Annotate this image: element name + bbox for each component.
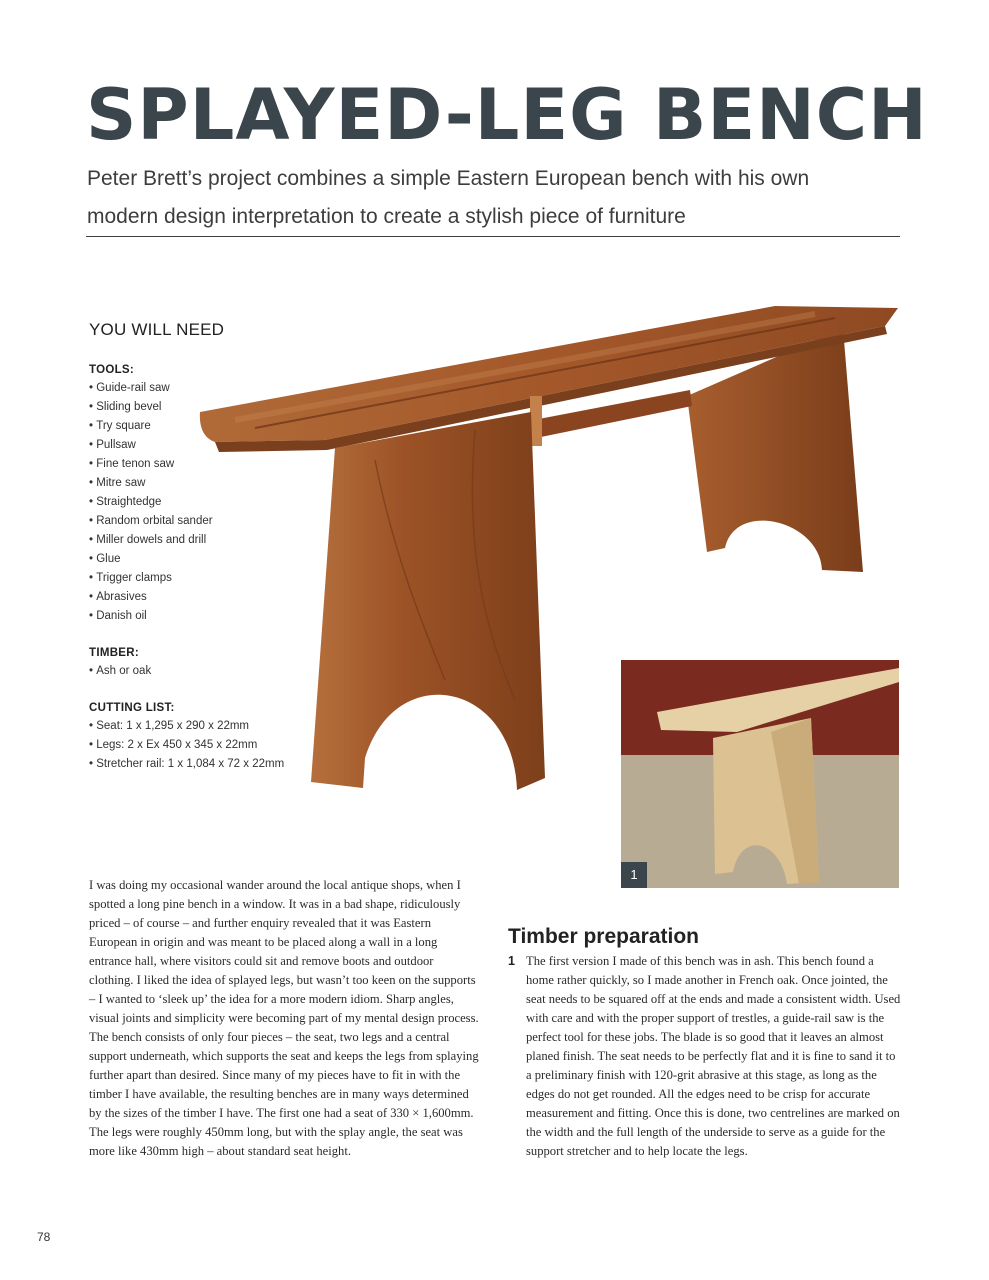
list-item: • Danish oil <box>89 607 349 626</box>
list-item: • Fine tenon saw <box>89 455 349 474</box>
step-number: 1 <box>508 954 515 968</box>
step-photo-image <box>621 660 899 888</box>
list-item: • Sliding bevel <box>89 398 349 417</box>
list-item: • Seat: 1 x 1,295 x 290 x 22mm <box>89 717 349 736</box>
tools-heading: TOOLS: <box>89 364 135 376</box>
intro-paragraph: I was doing my occasional wander around the local antique shops, when I spotted a long pine bench in a window. It was in a bad shape, ridiculously priced – of course – and further enquiry revealed that it was Eastern European in origin and was meant to be placed along a wall in a long entrance hall, where visitors could sit and remove boots and outdoor clothing. I liked the idea of splayed legs, but wasn’t too keen on the supports – I wanted to ‘sleek up’ the idea for a more modern idiom. Sharp angles, visual joints and simplicity were becoming part of my mental design process. The bench consists of only four pieces – the seat, two legs and a central support underneath, which supports the seat and keeps the legs from splaying further apart than desired. Since many of my pieces have to fit in with the timber I have available, the resulting benches are in many ways determined by the sizes of the timber I have. The first one had a seat of 330 × 1,600mm. The legs were roughly 450mm long, but with the splay angle, the seat was more like 430mm high – about standard seat height. <box>89 878 479 1158</box>
list-item: • Stretcher rail: 1 x 1,084 x 72 x 22mm <box>89 755 349 774</box>
page-title: SPLAYED-LEG BENCH <box>86 74 928 156</box>
list-item: • Mitre saw <box>89 474 349 493</box>
list-item: • Random orbital sander <box>89 512 349 531</box>
step-text: The first version I made of this bench was in ash. This bench found a home rather quickly, so I made another in French oak. Once jointed, the seat needs to be squared off at the ends and made a consistent width. Used with care and with the proper support of trestles, a guide-rail saw is the perfect tool for these jobs. The blade is so good that it leaves an almost planed finish. The seat needs to be perfectly flat and it is fine to sand it to a preliminary finish with 120-grit abrasive at this stage, as long as the edges do not get rounded. All the edges need to be crisp for accurate measurement and fitting. Once this is done, two centrelines are marked on the width and the full length of the underside to serve as a guide for the support stretcher and to help locate the legs. <box>526 954 901 1158</box>
list-item: • Guide-rail saw <box>89 379 349 398</box>
list-item: • Pullsaw <box>89 436 349 455</box>
page-number: 78 <box>37 1230 51 1244</box>
section-heading: Timber preparation <box>508 925 699 948</box>
requirements-heading: YOU WILL NEED <box>89 320 225 339</box>
cutting-list-heading: CUTTING LIST: <box>89 702 175 714</box>
timber-heading: TIMBER: <box>89 647 140 659</box>
bench-near-leg <box>311 412 545 790</box>
list-item: • Straightedge <box>89 493 349 512</box>
list-item: • Abrasives <box>89 588 349 607</box>
list-item: • Trigger clamps <box>89 569 349 588</box>
list-item: • Ash or oak <box>89 662 349 681</box>
list-item: • Legs: 2 x Ex 450 x 345 x 22mm <box>89 736 349 755</box>
list-item: • Glue <box>89 550 349 569</box>
list-item: • Miller dowels and drill <box>89 531 349 550</box>
page-subtitle: Peter Brett’s project combines a simple Eastern European bench with his own modern design interpretation to create a stylish piece of furniture <box>87 167 810 228</box>
list-item: • Try square <box>89 417 349 436</box>
step-photo <box>621 660 899 888</box>
title-rule <box>86 236 900 237</box>
photo-number-badge: 1 <box>621 862 647 888</box>
